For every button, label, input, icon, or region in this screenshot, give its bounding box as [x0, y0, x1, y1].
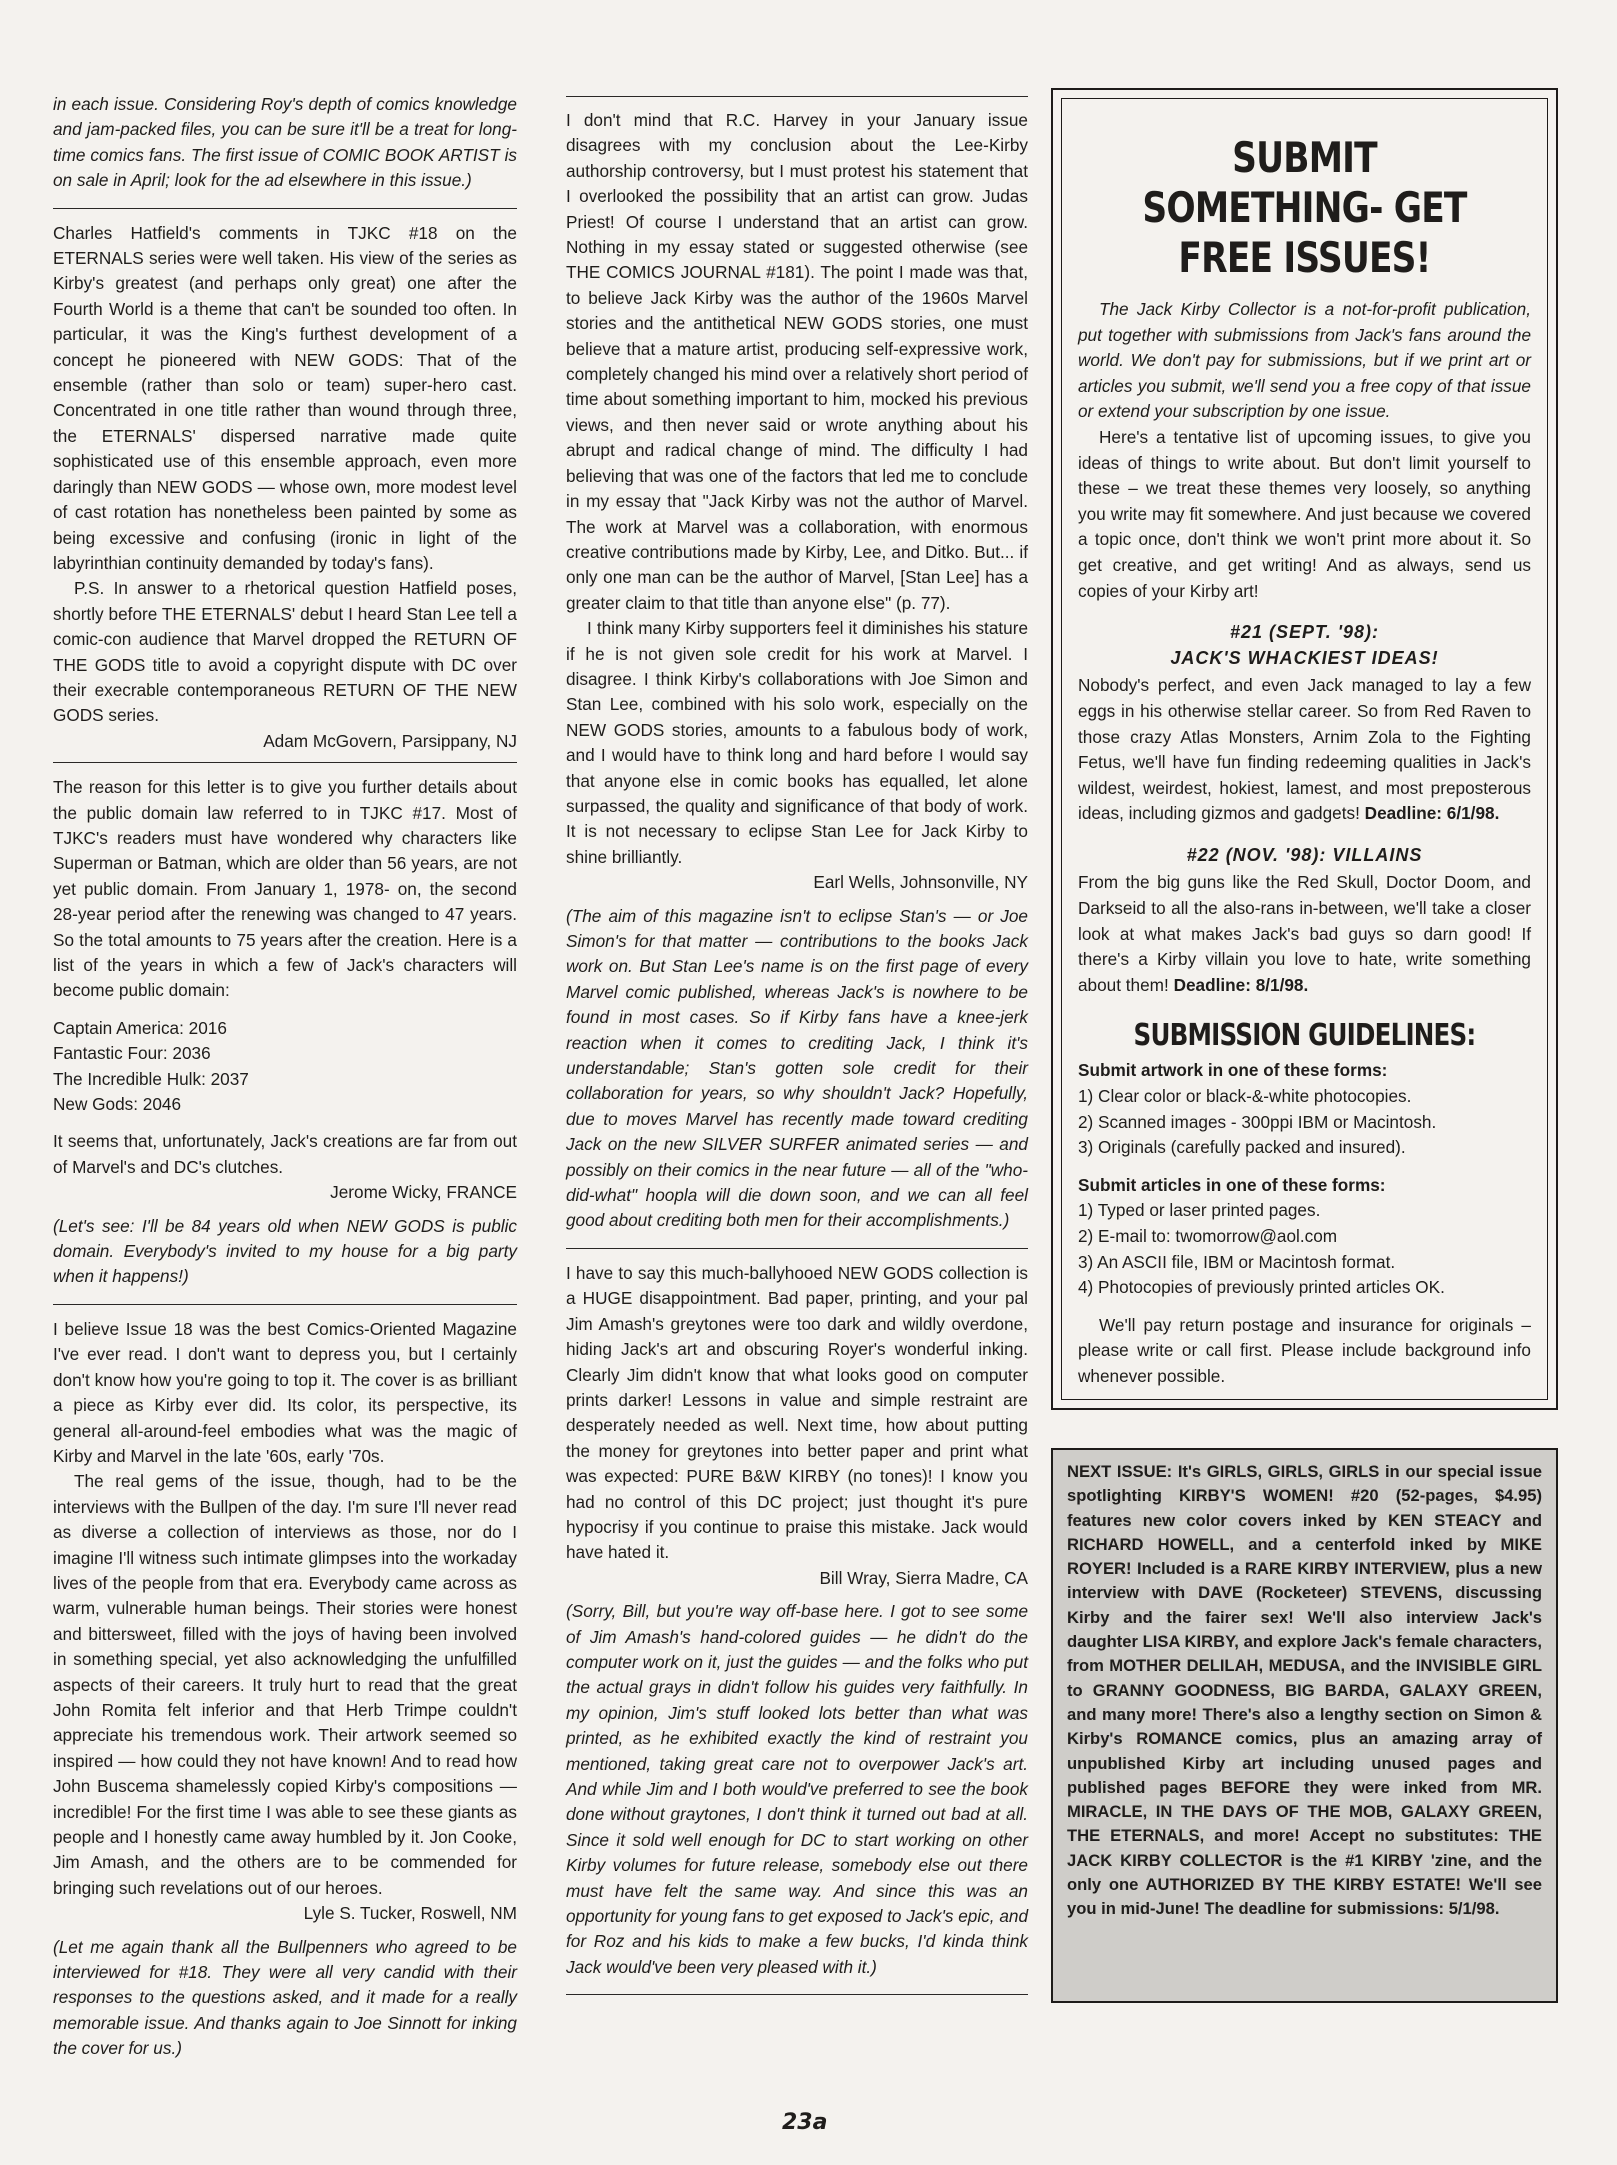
list-item: Fantastic Four: 2036: [53, 1043, 211, 1064]
editor-reply: (Let's see: I'll be 84 years old when NEW GODS is public domain. Everybody's invited to my house for a big party when it happens!): [53, 1215, 517, 1287]
page-number: 23a: [782, 2110, 828, 2135]
letter-text: The real gems of the issue, though, had to be the interviews with the Bullpen of the day. I'm sure I'll never read as diverse a collection of interviews as those, nor do I imagine I'll witness such intimate glimpses into the workaday lives of the people from that era. Everybody came across as warm, vulnerable human beings. Their stories were honest and bittersweet, filled with the joys of having been involved in something special, yet also acknowledging the unfulfilled aspects of their careers. It truly hurt to read that the great John Romita felt inferior and that Herb Trimpe couldn't appreciate his tremendous work. Their artwork seemed so inspired — how could they not have known! And to read how John Buscema shamelessly copied Kirby's compositions — incredible! For the first time I was able to see these giants as people and I honestly came away humbled by it. Jon Cooke, Jim Amash, and the others are to be commended for bringing such revelations out of our heroes.: [53, 1471, 517, 1898]
editor-note-intro: in each issue. Considering Roy's depth of comics knowledge and jam-packed files, you can be sure it'll be a treat for long-time comics fans. The first issue of COMIC BOOK ARTIST is on sale in April; look for the ad elsewhere in this issue.): [53, 94, 517, 191]
public-domain-list: [53, 1016, 517, 1118]
letter-text: I believe Issue 18 was the best Comics-Oriented Magazine I've ever read. I don't want to depress you, but I certainly don't know how you're going to top it. The cover is as brilliant a piece as Kirby ever did. Its color, its perspective, its general all-around-feel embodies what was the magic of Kirby and Marvel in the late '60s, early '70s.: [53, 1318, 517, 1466]
list-item: Captain America: 2016: [53, 1017, 227, 1038]
list-item: 3) Originals (carefully packed and insured).: [1078, 1137, 1406, 1158]
list-item: The Incredible Hulk: 2037: [53, 1068, 249, 1089]
letter-signature: Adam McGovern, Parsippany, NJ: [263, 730, 517, 751]
articles-heading: Submit articles in one of these forms:: [1078, 1174, 1386, 1195]
list-item: 3) An ASCII file, IBM or Macintosh format.: [1078, 1251, 1396, 1272]
divider: [53, 208, 517, 209]
submit-something-box: [1051, 88, 1558, 1410]
issue-21-description: Nobody's perfect, and even Jack managed to lay a few eggs in his otherwise stellar career. So from Red Raven to those crazy Atlas Monsters, Arnim Zola to the Fighting Fetus, we'll have fun finding redeeming qualities in Jack's wildest, weirdest, hokiest, lamest, and most preposterous ideas, including gizmos and gadgets! Deadline: 6/1/98.: [1078, 675, 1531, 824]
letter-signature: Jerome Wicky, FRANCE: [330, 1182, 517, 1203]
divider: [566, 1994, 1028, 1995]
letter-text: P.S. In answer to a rhetorical question Hatfield poses, shortly before THE ETERNALS' debut I heard Stan Lee tell a comic-con audience that Marvel dropped the RETURN OF THE GODS title to avoid a copyright dispute with DC over their execrable contemporaneous RETURN OF THE NEW GODS series.: [53, 578, 517, 726]
next-issue-text: NEXT ISSUE: It's GIRLS, GIRLS, GIRLS in our special issue spotlighting KIRBY'S WOMEN! #20 (52-pages, $4.95) features new color covers inked by KEN STEACY and RICHARD HOWELL, and a centerfold inked by MIKE ROYER! Included is a RARE KIRBY INTERVIEW, plus a new interview with DAVE (Rocketeer) STEVENS, discussing Kirby and the fairer sex! We'll also interview Jack's daughter LISA KIRBY, and explore Jack's female characters, from MOTHER DELILAH, MEDUSA, and the INVISIBLE GIRL to GRANNY GOODNESS, BIG BARDA, GALAXY GREEN, and many more! There's also a lengthy section on Simon & Kirby's ROMANCE comics, plus an amazing array of unpublished Kirby art including unused pages and published pages BEFORE they were inked from MR. MIRACLE, IN THE DAYS OF THE MOB, GALAXY GREEN, THE ETERNALS, and more! Accept no substitutes: THE JACK KIRBY COLLECTOR is the #1 KIRBY 'zine, and the only one AUTHORIZED BY THE KIRBY ESTATE! We'll see you in mid-June! The deadline for submissions: 5/1/98.: [1067, 1462, 1542, 1919]
submit-closing: We'll pay return postage and insurance for originals – please write or call first. Please include background info whenever possible.: [1078, 1314, 1531, 1386]
editor-reply: (The aim of this magazine isn't to eclipse Stan's — or Joe Simon's for that matter — contributions to the books Jack work on. But Stan Lee's name is on the first page of every Marvel comic published, whereas Jack's is nowhere to be found in most cases. So if Kirby fans have a knee-jerk reaction when it comes to crediting Jack, I think it's understandable; Stan's gotten sole credit for their collaboration for years, so why shouldn't Jack? Hopefully, due to moves Marvel has recently made toward crediting Jack on the new SILVER SURFER animated series — and possibly on their comics in the near future — all of the "who-did-what" hoopla will die down soon, and we can all feel good about crediting both men for their accomplishments.): [566, 905, 1028, 1231]
articles-list: [1078, 1198, 1531, 1300]
list-item: 1) Typed or laser printed pages.: [1078, 1200, 1321, 1221]
letter-text: Charles Hatfield's comments in TJKC #18 on the ETERNALS series were well taken. His view of the series as Kirby's greatest (and perhaps only great) one after the Fourth World is a theme that can't be sounded too often. In particular, it was the King's furthest development of a concept he pioneered with NEW GODS: That of the ensemble (rather than solo or team) super-hero cast. Concentrated in one title rather than wound through three, the ETERNALS' dispersed narrative made quite sophisticated use of this ensemble approach, even more daringly than NEW GODS — whose own, more modest level of cast rotation has nonetheless been painted by some as being excessive and confusing (ironic in light of the labyrinthian continuity demanded by today's fans).: [53, 222, 517, 573]
letter-signature: Bill Wray, Sierra Madre, CA: [819, 1567, 1028, 1588]
letter-text: It seems that, unfortunately, Jack's creations are far from out of Marvel's and DC's clutches.: [53, 1131, 517, 1177]
issue-22-description: From the big guns like the Red Skull, Doctor Doom, and Darkseid to all the also-rans in-between, we'll take a closer look at what makes Jack's bad guys so darn good! If there's a Kirby villain you love to hate, write something about them! Deadline: 8/1/98.: [1078, 872, 1531, 995]
letter-text: The reason for this letter is to give you further details about the public domain law referred to in TJKC #17. Most of TJKC's readers must have wondered why characters like Superman or Batman, which are older than 56 years, are not yet public domain. From January 1, 1978- on, the second 28-year period after the renewing was changed to 47 years. So the total amounts to 75 years after the creation. Here is a list of the years in which a few of Jack's characters will become public domain:: [53, 777, 517, 1001]
letters-column-left: [53, 92, 517, 2062]
list-item: 4) Photocopies of previously printed articles OK.: [1078, 1277, 1445, 1298]
letter-text: I have to say this much-ballyhooed NEW GODS collection is a HUGE disappointment. Bad paper, printing, and your pal Jim Amash's greytones were too dark and wildly overdone, hiding Jack's art and obscuring Royer's wonderful inking. Clearly Jim didn't know that what looks good on computer prints darker! Lessons in value and simple restraint are desperately needed as well. Next time, how about putting the money for greytones into better paper and print what was expected: PURE B&W KIRBY (no tones)! I know you had no control of this DC project; just thought it's pure hypocrisy if you continue to praise this mistake. Jack would have hated it.: [566, 1262, 1028, 1563]
submit-title: SUBMIT SOMETHING- GET FREE ISSUES!: [1142, 133, 1467, 282]
letter-signature: Lyle S. Tucker, Roswell, NM: [303, 1903, 517, 1924]
letter-text: I think many Kirby supporters feel it diminishes his stature if he is not given sole credit for his work at Marvel. I disagree. I think Kirby's collaborations with Joe Simon and Stan Lee, combined with his solo work, especially on the NEW GODS stories, amounts to a fabulous body of work, and I would have to think long and hard before I would say that anyone else in comic books has equalled, let alone surpassed, the quality and significance of that body of work. It is not necessary to eclipse Stan Lee for Jack Kirby to shine brilliantly.: [566, 618, 1028, 867]
letter-signature: Earl Wells, Johnsonville, NY: [813, 872, 1028, 893]
editor-reply: (Sorry, Bill, but you're way off-base here. I got to see some of Jim Amash's hand-colored guides — he didn't do the computer work on it, just the guides — and the folks who put the actual grays in didn't follow his guides very faithfully. In my opinion, Jim's stuff looked lots better than what was printed, as he exhibited exactly the kind of restraint you mentioned, taking great care not to overpower Jack's art. And while Jim and I both would've preferred to see the book done without graytones, I don't think it turned out bad at all. Since it sold well enough for DC to start working on other Kirby volumes for future release, somebody else out there must have felt the same way. And since this was an opportunity for young fans to get exposed to Jack's epic, and for Roz and his kids to make a few bucks, I'd kinda think Jack would've been very pleased with it.): [566, 1601, 1028, 1977]
next-issue-box: [1051, 1448, 1558, 2003]
list-item: 1) Clear color or black-&-white photocopies.: [1078, 1086, 1412, 1107]
submit-box-inner: [1061, 98, 1548, 1400]
list-item: 2) E-mail to: twomorrow@aol.com: [1078, 1226, 1338, 1246]
divider: [53, 1304, 517, 1305]
submit-intro-2: Here's a tentative list of upcoming issues, to give you ideas of things to write about. But don't limit yourself to these – we treat these themes very loosely, so anything you write may fit somewhere. And just because we covered a topic once, don't think we won't print more about it. So get creative, and get writing! And as always, send us copies of your Kirby art!: [1078, 426, 1531, 601]
issue-22-heading: #22 (NOV. '98): VILLAINS: [1186, 844, 1423, 865]
editor-reply: (Let me again thank all the Bullpenners who agreed to be interviewed for #18. They were all very candid with their responses to the questions asked, and it made for a really memorable issue. And thanks again to Joe Sinnott for inking the cover for us.): [53, 1936, 517, 2059]
letter-text: I don't mind that R.C. Harvey in your January issue disagrees with my conclusion about the Lee-Kirby authorship controversy, but I must protest his statement that I overlooked the possibility that an artist can grow. Judas Priest! Of course I understand that an artist can grow. Nothing in my essay stated or suggested otherwise (see THE COMICS JOURNAL #181). The point I made was that, to believe Jack Kirby was the author of the 1960s Marvel stories and the antithetical NEW GODS stories, one must believe that a mature artist, producing self-expressive work, completely changed his mind over a relatively short period of time about something important to him, mocked his previous views, and then never said or wrote anything about his abrupt and radical change of mind. The difficulty I had believing that was one of the factors that led me to conclude in my essay that "Jack Kirby was not the author of Marvel. The work at Marvel was a collaboration, with enormous creative contributions made by Kirby, Lee, and Ditko. But... if only one man can be the author of Marvel, [Stan Lee] has a greater claim to that title than anyone else" (p. 77).: [566, 110, 1028, 613]
list-item: New Gods: 2046: [53, 1094, 182, 1115]
artwork-heading: Submit artwork in one of these forms:: [1078, 1060, 1388, 1081]
divider: [566, 1248, 1028, 1249]
list-item: 2) Scanned images - 300ppi IBM or Macintosh.: [1078, 1111, 1437, 1132]
divider: [53, 762, 517, 763]
artwork-list: [1078, 1084, 1531, 1161]
letters-column-middle: [566, 108, 1028, 2007]
issue-21-heading: #21 (SEPT. '98): JACK'S WHACKIEST IDEAS!: [1170, 622, 1439, 668]
divider: [566, 96, 1028, 97]
submit-intro: The Jack Kirby Collector is a not-for-profit publication, put together with submissions from Jack's fans around the world. We don't pay for submissions, but if we print art or articles you submit, we'll send you a free copy of that issue or extend your subscription by one issue.: [1078, 299, 1531, 422]
guidelines-title: SUBMISSION GUIDELINES:: [1133, 1018, 1476, 1054]
